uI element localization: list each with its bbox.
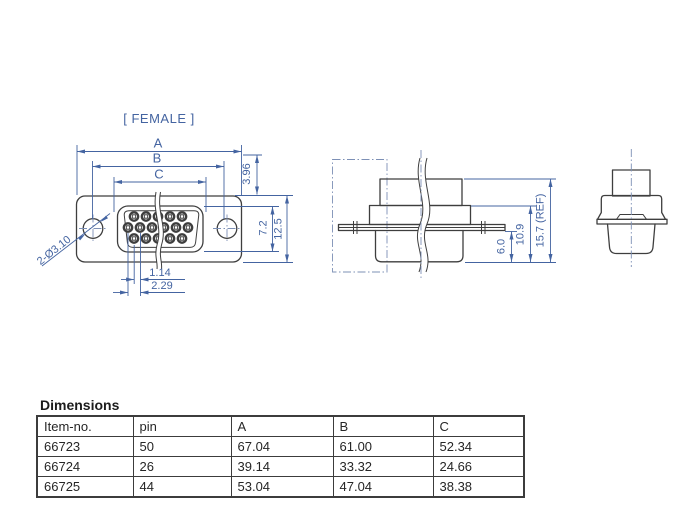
- table-row: [37, 437, 524, 457]
- dim-b-label: B: [152, 150, 162, 166]
- dim-total-depth: [464, 179, 556, 263]
- dim-pitch-half-label: 1.14: [149, 267, 171, 279]
- panel-phantom-outline: [333, 160, 388, 273]
- table-cell: 39.14: [231, 457, 333, 477]
- end-view: [597, 149, 667, 267]
- dim-row-offset: [241, 155, 262, 195]
- end-flange: [597, 219, 667, 224]
- dim-mid-depth-label: 10.9: [514, 223, 527, 246]
- table-cell: 38.38: [433, 477, 524, 498]
- table-cell: 24.66: [433, 457, 524, 477]
- table-row: [37, 457, 524, 477]
- table-header-cell: C: [433, 416, 524, 437]
- table-cell: 50: [133, 437, 231, 457]
- dimensions-table: [36, 415, 525, 498]
- table-cell: 33.32: [333, 457, 433, 477]
- side-view: [333, 150, 557, 279]
- dim-row-offset-label: 3.96: [241, 163, 253, 185]
- table-cell: 66723: [37, 437, 133, 457]
- table-header-cell: pin: [133, 416, 231, 437]
- dim-opening-height-label: 7.2: [257, 220, 270, 236]
- table-cell: 52.34: [433, 437, 524, 457]
- front-view: [35, 111, 293, 296]
- connector-gender-label: [ FEMALE ]: [123, 111, 195, 126]
- dim-c-label: C: [154, 166, 164, 182]
- dim-hole-note: [35, 214, 110, 268]
- dim-pitch-label: 2.29: [151, 280, 173, 292]
- dim-front-depth-label: 6.0: [495, 238, 508, 255]
- table-row: [37, 477, 524, 498]
- table-cell: 47.04: [333, 477, 433, 498]
- table-header-cell: Item-no.: [37, 416, 133, 437]
- side-mid-block: [370, 206, 471, 225]
- dim-a-label: A: [153, 135, 163, 151]
- table-cell: 44: [133, 477, 231, 498]
- table-cell: 26: [133, 457, 231, 477]
- table-cell: 53.04: [231, 477, 333, 498]
- table-cell: 66724: [37, 457, 133, 477]
- table-header-cell: A: [231, 416, 333, 437]
- dim-body-height-label: 12.5: [272, 218, 285, 240]
- table-cell: 61.00: [333, 437, 433, 457]
- table-title: Dimensions: [40, 397, 120, 413]
- dim-total-depth-label: 15.7 (REF): [534, 193, 547, 248]
- table-header-row: [37, 416, 524, 437]
- table-cell: 67.04: [231, 437, 333, 457]
- table-header-cell: B: [333, 416, 433, 437]
- table-cell: 66725: [37, 477, 133, 498]
- dim-hole-note-label: 2-Ø3.10: [34, 233, 74, 268]
